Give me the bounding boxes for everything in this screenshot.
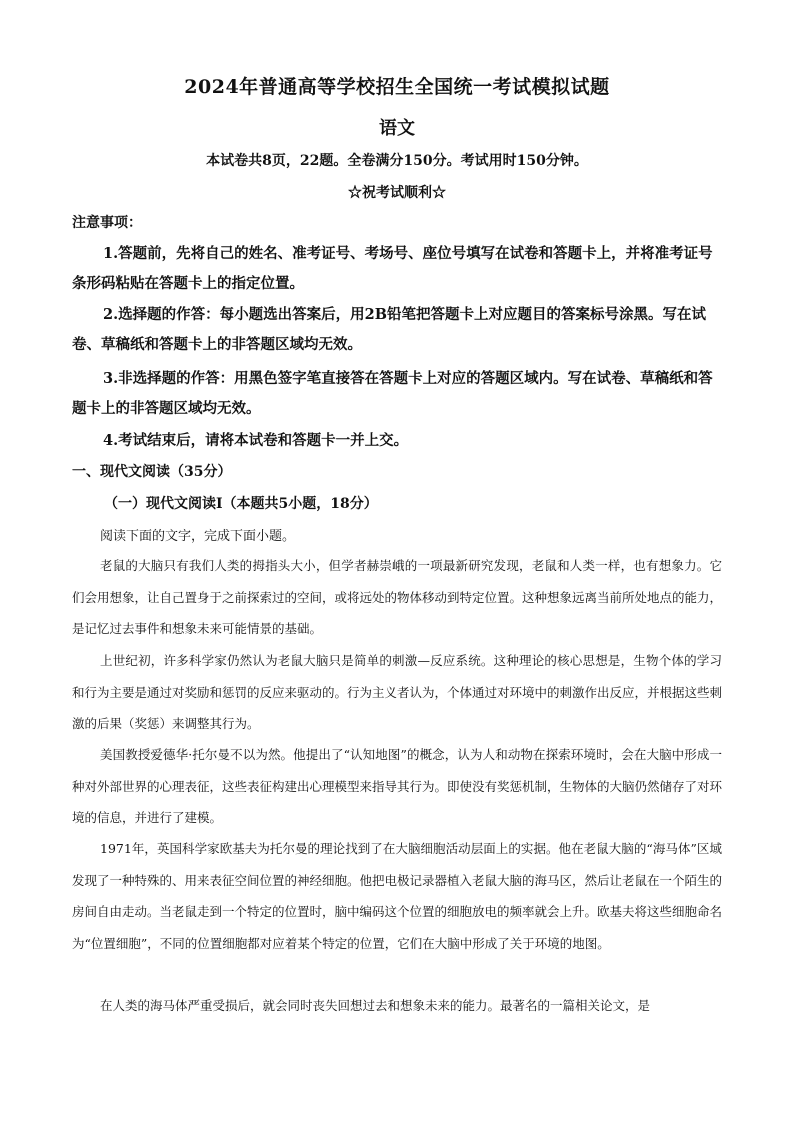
exam-title: 2024年普通高等学校招生全国统一考试模拟试题 [184, 76, 610, 98]
notice-item-3: 3.非选择题的作答：用黑色签字笔直接答在答题卡上对应的答题区域内。写在试卷、草稿纸和答题卡上的非答题区域均无效。 [72, 370, 713, 417]
section-heading: 一、现代文阅读（35分） [72, 464, 232, 480]
notice-item-1: 1.答题前，先将自己的姓名、准考证号、考场号、座位号填写在试卷和答题卡上，并将准考证号条形码粘贴在答题卡上的指定位置。 [72, 245, 713, 292]
good-luck-line: ☆祝考试顺利☆ [348, 185, 446, 201]
passage-paragraph-5: 在人类的海马体严重受损后，就会同时丧失回想过去和想象未来的能力。最著名的一篇相关论文，是 [100, 998, 651, 1013]
notice-heading: 注意事项： [72, 215, 142, 231]
notice-item-2: 2.选择题的作答：每小题选出答案后，用2B铅笔把答题卡上对应题目的答案标号涂黑。写在试卷、草稿纸和答题卡上的非答题区域均无效。 [72, 306, 706, 353]
passage-paragraph-2: 上世纪初，许多科学家仍然认为老鼠大脑只是简单的刺激—反应系统。这种理论的核心思想是，生物个体的学习和行为主要是通过对奖励和惩罚的反应来驱动的。行为主义者认为，个体通过对环境中的刺激作出反应，并根据这些刺激的后果（奖惩）来调整其行为。 [72, 653, 723, 731]
reading-instruction: 阅读下面的文字，完成下面小题。 [100, 529, 296, 544]
passage-paragraph-3: 美国教授爱德华·托尔曼不以为然。他提出了“认知地图”的概念，认为人和动物在探索环境时，会在大脑中形成一种对外部世界的心理表征，这些表征构建出心理模型来指导其行为。即使没有奖惩机制，生物体的大脑仍然储存了对环境的信息，并进行了建模。 [72, 747, 723, 825]
exam-info: 本试卷共8页，22题。全卷满分150分。考试用时150分钟。 [206, 153, 588, 169]
passage-paragraph-1: 老鼠的大脑只有我们人类的拇指头大小，但学者赫崇峨的一项最新研究发现，老鼠和人类一样，也有想象力。它们会用想象，让自己置身于之前探索过的空间，或将远处的物体移动到特定位置。这种想象远离当前所处地点的能力，是记忆过去事件和想象未来可能情景的基础。 [72, 558, 723, 636]
notice-item-4: 4.考试结束后，请将本试卷和答题卡一并上交。 [103, 432, 409, 449]
subsection-heading: （一）现代文阅读Ⅰ（本题共5小题，18分） [104, 496, 378, 512]
passage-paragraph-4: 1971年，英国科学家欧基夫为托尔曼的理论找到了在大脑细胞活动层面上的实据。他在老鼠大脑的“海马体”区域发现了一种特殊的、用来表征空间位置的神经细胞。他把电极记录器植入老鼠大脑的海马区，然后让老鼠在一个陌生的房间自由走动。当老鼠走到一个特定的位置时，脑中编码这个位置的细胞放电的频率就会上升。欧基夫将这些细胞命名为“位置细胞”，不同的位置细胞都对应着某个特定的位置，它们在大脑中形成了关于环境的地图。 [72, 841, 723, 951]
subject-title: 语文 [379, 118, 415, 139]
